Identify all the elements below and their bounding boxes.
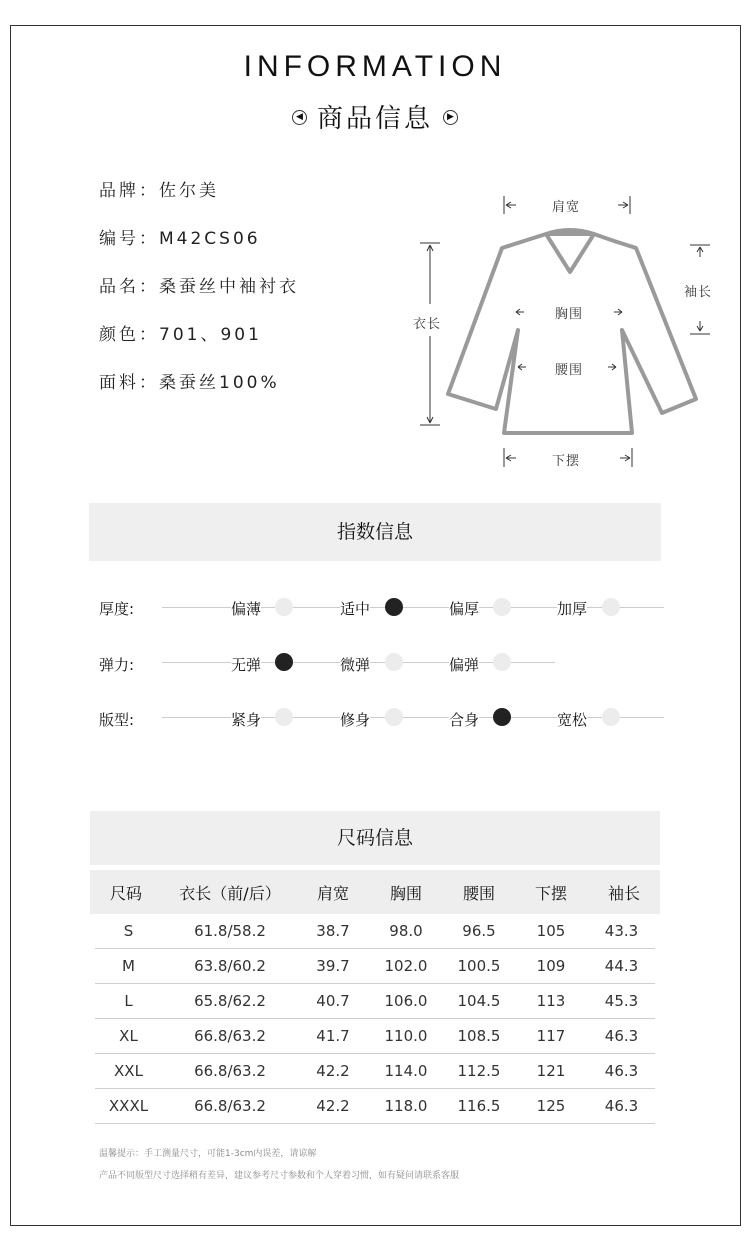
cell-hem: 121 — [536, 1062, 566, 1080]
cell-chest: 118.0 — [384, 1097, 428, 1115]
shirt-outline-icon — [400, 180, 730, 480]
cell-length: 61.8/58.2 — [194, 922, 266, 940]
cell-size: XXL — [114, 1062, 143, 1080]
cell-length: 66.8/63.2 — [194, 1097, 266, 1115]
size-table-header — [90, 870, 660, 914]
cell-hem: 113 — [536, 992, 566, 1010]
col-header-chest: 胸围 — [389, 883, 422, 903]
shirt-diagram — [400, 180, 730, 480]
index-option-no-stretch: 无弹 — [231, 656, 262, 674]
info-color — [99, 320, 262, 345]
info-name-value: 桑蚕丝中袖衬衣 — [159, 277, 299, 297]
index-option-loose: 宽松 — [557, 711, 588, 729]
col-header-size: 尺码 — [109, 883, 142, 903]
cell-shoulder: 42.2 — [316, 1097, 350, 1115]
cell-shoulder: 42.2 — [316, 1062, 350, 1080]
diagram-label-waist: 腰围 — [555, 363, 584, 378]
info-name-label: 品名： — [99, 277, 159, 297]
cell-size: M — [122, 957, 135, 975]
index-dot-no-stretch — [275, 653, 293, 671]
index-dot-medium — [385, 598, 403, 616]
info-code-value: M42CS06 — [159, 229, 261, 249]
index-option-stretchy: 偏弹 — [449, 656, 480, 674]
index-dot-regular — [493, 708, 511, 726]
index-option-medium: 适中 — [340, 600, 371, 618]
index-label-elasticity: 弹力: — [99, 656, 135, 674]
diagram-label-hem: 下摆 — [552, 454, 581, 469]
circled-left-arrow-icon: ◀ — [292, 110, 307, 125]
info-fabric-value: 桑蚕丝100% — [159, 373, 280, 393]
circled-right-arrow-icon: ▶ — [443, 110, 458, 125]
cell-chest: 110.0 — [384, 1027, 428, 1045]
table-row — [95, 1089, 655, 1124]
table-row — [95, 914, 655, 949]
cell-hem: 109 — [536, 957, 566, 975]
index-option-slim: 修身 — [340, 711, 371, 729]
note-fit-advice: 产品不同版型尺寸选择稍有差异，建议参考尺寸参数和个人穿着习惯，如有疑问请联系客服 — [99, 1171, 460, 1181]
cell-chest: 102.0 — [384, 957, 428, 975]
diagram-label-shoulder: 肩宽 — [552, 200, 581, 215]
index-dot-slim — [385, 708, 403, 726]
index-dot-slight-stretch — [385, 653, 403, 671]
table-row — [95, 1054, 655, 1089]
index-dot-stretchy — [493, 653, 511, 671]
index-option-regular: 合身 — [449, 711, 480, 729]
cell-hem: 117 — [536, 1027, 566, 1045]
page-title-zh — [0, 98, 750, 135]
cell-chest: 98.0 — [389, 922, 423, 940]
index-option-tight: 紧身 — [231, 711, 262, 729]
note-measurement: 温馨提示：手工测量尺寸，可能1-3cm内误差，请谅解 — [99, 1149, 317, 1159]
index-dot-extra-thick — [602, 598, 620, 616]
cell-sleeve: 46.3 — [604, 1027, 639, 1045]
col-header-length: 衣长（前/后） — [179, 883, 281, 903]
cell-waist: 96.5 — [462, 922, 496, 940]
page-title-zh-text: 商品信息 — [316, 104, 433, 134]
col-header-hem: 下摆 — [534, 883, 567, 903]
cell-sleeve: 45.3 — [604, 992, 639, 1010]
index-dot-thick — [493, 598, 511, 616]
size-table — [90, 870, 660, 1124]
info-brand — [99, 176, 219, 201]
index-dot-loose — [602, 708, 620, 726]
col-header-waist: 腰围 — [462, 883, 495, 903]
index-dot-tight — [275, 708, 293, 726]
cell-shoulder: 41.7 — [316, 1027, 350, 1045]
info-name — [99, 272, 299, 297]
cell-sleeve: 46.3 — [604, 1062, 639, 1080]
index-option-slight-stretch: 微弹 — [340, 656, 371, 674]
col-header-sleeve: 袖长 — [607, 883, 640, 903]
index-dot-thin — [275, 598, 293, 616]
index-section-title: 指数信息 — [89, 503, 661, 561]
cell-waist: 112.5 — [457, 1062, 501, 1080]
info-color-value: 701、901 — [159, 325, 262, 345]
cell-sleeve: 43.3 — [604, 922, 639, 940]
col-header-shoulder: 肩宽 — [316, 883, 349, 903]
index-option-extra-thick: 加厚 — [557, 600, 588, 618]
table-row — [95, 949, 655, 984]
info-code-label: 编号： — [99, 229, 159, 249]
info-code — [99, 224, 261, 249]
cell-size: XXXL — [108, 1097, 149, 1115]
cell-hem: 125 — [536, 1097, 566, 1115]
index-option-thin: 偏薄 — [231, 600, 262, 618]
cell-size: S — [123, 922, 134, 940]
cell-size: XL — [119, 1027, 138, 1045]
cell-size: L — [124, 992, 133, 1010]
info-brand-value: 佐尔美 — [159, 181, 219, 201]
table-row — [95, 984, 655, 1019]
cell-hem: 105 — [536, 922, 566, 940]
index-label-fit: 版型: — [99, 711, 135, 729]
cell-length: 66.8/63.2 — [194, 1062, 266, 1080]
info-color-label: 颜色： — [99, 325, 159, 345]
diagram-label-sleeve: 袖长 — [684, 285, 713, 300]
cell-length: 66.8/63.2 — [194, 1027, 266, 1045]
cell-length: 63.8/60.2 — [194, 957, 266, 975]
cell-length: 65.8/62.2 — [194, 992, 266, 1010]
index-label-thickness: 厚度: — [99, 600, 135, 618]
page-title-en: INFORMATION — [243, 50, 507, 83]
cell-shoulder: 40.7 — [316, 992, 350, 1010]
cell-chest: 106.0 — [384, 992, 428, 1010]
table-row — [95, 1019, 655, 1054]
cell-sleeve: 46.3 — [604, 1097, 639, 1115]
cell-shoulder: 38.7 — [316, 922, 350, 940]
info-fabric — [99, 368, 280, 393]
cell-chest: 114.0 — [384, 1062, 428, 1080]
diagram-label-chest: 胸围 — [555, 307, 584, 322]
diagram-label-length: 衣长 — [413, 317, 442, 332]
cell-shoulder: 39.7 — [316, 957, 350, 975]
cell-waist: 116.5 — [457, 1097, 501, 1115]
cell-waist: 108.5 — [457, 1027, 501, 1045]
size-section-title: 尺码信息 — [90, 811, 660, 865]
cell-waist: 100.5 — [457, 957, 501, 975]
index-option-thick: 偏厚 — [449, 600, 480, 618]
info-brand-label: 品牌： — [99, 181, 159, 201]
cell-sleeve: 44.3 — [604, 957, 639, 975]
info-fabric-label: 面料： — [99, 373, 159, 393]
cell-waist: 104.5 — [457, 992, 501, 1010]
